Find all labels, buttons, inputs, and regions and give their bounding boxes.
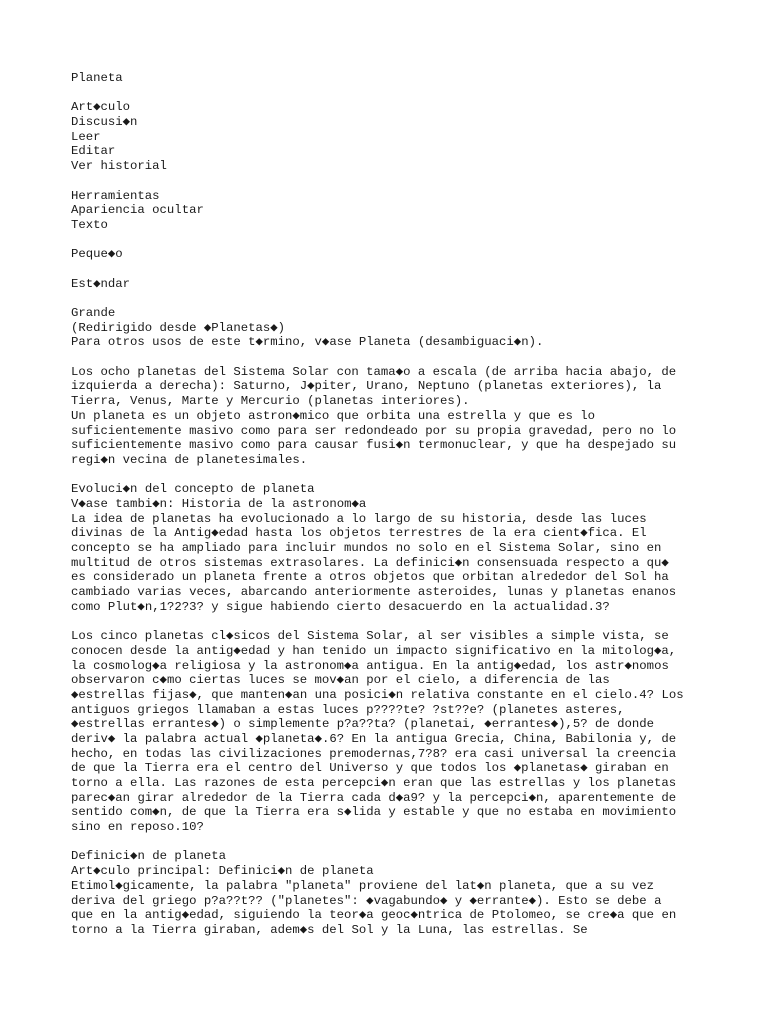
paragraph-line: ◆estrellas errantes◆) o simplemente p?a??ta? (planetai, ◆errantes◆),5? de donde [71, 717, 655, 732]
spacer [71, 262, 711, 277]
nav-edit-text[interactable]: Editar [71, 144, 116, 159]
paragraph-line: torno a la Tierra giraban, adem◆s del Sol y la Luna, las estrellas. Se [71, 922, 588, 937]
paragraph-line: de que la Tierra era el centro del Universo y que todos los ◆planetas◆ giraban en [71, 761, 669, 776]
nav-history-text[interactable]: Ver historial [71, 159, 167, 174]
spacer [71, 468, 711, 483]
paragraph-line: concepto se ha ampliado para incluir mundos no solo en el Sistema Solar, sino en [71, 541, 662, 555]
document-page [71, 71, 711, 938]
caption-line: Tierra, Venus, Marte y Mercurio (planetas interiores). [71, 394, 470, 409]
text-size-large-option[interactable]: Grande [71, 306, 116, 320]
intro-paragraph [71, 409, 711, 468]
text-size-small-option[interactable]: Peque◆o [71, 247, 123, 262]
paragraph-line: Los cinco planetas cl◆sicos del Sistema Solar, al ser visibles a simple vista, se [71, 629, 669, 644]
section-paragraph [71, 879, 711, 938]
paragraph-line: divinas de la Antig◆edad hasta los objetos terrestres de la era cient◆fica. El [71, 526, 647, 541]
nav-read-text[interactable]: Leer [71, 129, 101, 144]
paragraph-line: suficientemente masivo como para ser redondeado por su propia gravedad, pero no lo [71, 423, 677, 438]
spacer [71, 350, 711, 365]
page-title: Planeta [71, 71, 123, 85]
paragraph-line: Un planeta es un objeto astron◆mico que orbita una estrella y que es lo [71, 408, 595, 423]
nav-edit-link[interactable] [71, 144, 711, 159]
nav-article-text[interactable]: Art◆culo [71, 100, 131, 115]
disambiguation-note: Para otros usos de este t◆rmino, v◆ase Planeta (desambiguaci◆n). [71, 335, 544, 350]
paragraph-line: Etimol◆gicamente, la palabra "planeta" proviene del lat◆n planeta, que a su vez [71, 878, 655, 893]
section-paragraph [71, 629, 711, 835]
paragraph-line: que en la antig◆edad, siguiendo la teor◆a geoc◆ntrica de Ptolomeo, se cre◆a que en [71, 908, 677, 923]
paragraph-line: parec◆an girar alrededor de la Tierra cada d◆a9? y la percepci◆n, aparentemente de [71, 790, 677, 805]
paragraph-line: es considerado un planeta frente a otros objetos que orbitan alrededor del Sol ha [71, 570, 669, 585]
spacer [71, 835, 711, 850]
section-heading: Evoluci◆n del concepto de planeta [71, 482, 315, 497]
section-paragraph [71, 512, 711, 615]
main-article-link[interactable]: Art◆culo principal: Definici◆n de planeta [71, 864, 374, 879]
nav-discussion-link[interactable] [71, 115, 711, 130]
paragraph-line: cambiado varias veces, abarcando anteriormente asteroides, lunas y planetas enanos [71, 585, 677, 600]
paragraph-line: hecho, en todas las civilizaciones premodernas,7?8? era casi universal la creencia [71, 746, 677, 761]
caption-line: izquierda a derecha): Saturno, J◆piter, Urano, Neptuno (planetas exteriores), la [71, 379, 662, 394]
paragraph-line: sino en reposo.10? [71, 820, 204, 835]
paragraph-line: torno a ella. Las razones de esta percepci◆n eran que las estrellas y los planetas [71, 776, 677, 790]
paragraph-line: deriva del griego p?a??t?? ("planetes": ◆vagabundo◆ y ◆errante◆). Esto se debe a [71, 893, 662, 908]
nav-discussion-text[interactable]: Discusi◆n [71, 115, 138, 130]
spacer [71, 233, 711, 248]
paragraph-line: observaron c◆mo ciertas luces se mov◆an por el cielo, a diferencia de las [71, 673, 610, 688]
spacer [71, 291, 711, 306]
text-size-standard-option[interactable]: Est◆ndar [71, 276, 131, 291]
nav-history-link[interactable] [71, 159, 711, 174]
redirect-note: (Redirigido desde ◆Planetas◆) [71, 320, 286, 335]
paragraph-line: deriv◆ la palabra actual ◆planeta◆.6? En la antigua Grecia, China, Babilonia y, de [71, 731, 677, 746]
paragraph-line: conocen desde la antig◆edad y han tenido un impacto significativo en la mitolog◆a, [71, 643, 677, 658]
paragraph-line: sentido com◆n, de que la Tierra era s◆lida y estable y que no estaba en movimiento [71, 805, 677, 820]
image-caption [71, 365, 711, 409]
paragraph-line: la cosmolog◆a religiosa y la astronom◆a antigua. En la antig◆edad, los astr◆nomos [71, 658, 669, 673]
spacer [71, 614, 711, 629]
paragraph-line: regi◆n vecina de planetesimales. [71, 452, 308, 467]
see-also-link[interactable]: V◆ase tambi◆n: Historia de la astronom◆a [71, 496, 367, 511]
paragraph-line: La idea de planetas ha evolucionado a lo largo de su historia, desde las luces [71, 511, 647, 526]
section-heading: Definici◆n de planeta [71, 849, 226, 864]
nav-read-link[interactable] [71, 130, 711, 145]
paragraph-line: ◆estrellas fijas◆, que manten◆an una posici◆n relativa constante en el cielo.4? Los [71, 687, 684, 702]
text-size-label: Texto [71, 217, 108, 232]
paragraph-line: como Plut◆n,1?2?3? y sigue habiendo cierto desacuerdo en la actualidad.3? [71, 599, 610, 614]
appearance-toggle[interactable]: Apariencia ocultar [71, 203, 204, 218]
spacer [71, 86, 711, 101]
tools-menu[interactable]: Herramientas [71, 188, 160, 203]
spacer [71, 174, 711, 189]
paragraph-line: suficientemente masivo como para causar fusi◆n termonuclear, y que ha despejado su [71, 438, 677, 453]
paragraph-line: multitud de otros sistemas extrasolares. La definici◆n consensuada respecto a qu◆ [71, 555, 669, 570]
nav-article-link[interactable] [71, 100, 711, 115]
caption-line: Los ocho planetas del Sistema Solar con tama◆o a escala (de arriba hacia abajo, de [71, 364, 677, 379]
paragraph-line: antiguos griegos llamaban a estas luces p????te? ?st??e? (planetes asteres, [71, 702, 625, 717]
